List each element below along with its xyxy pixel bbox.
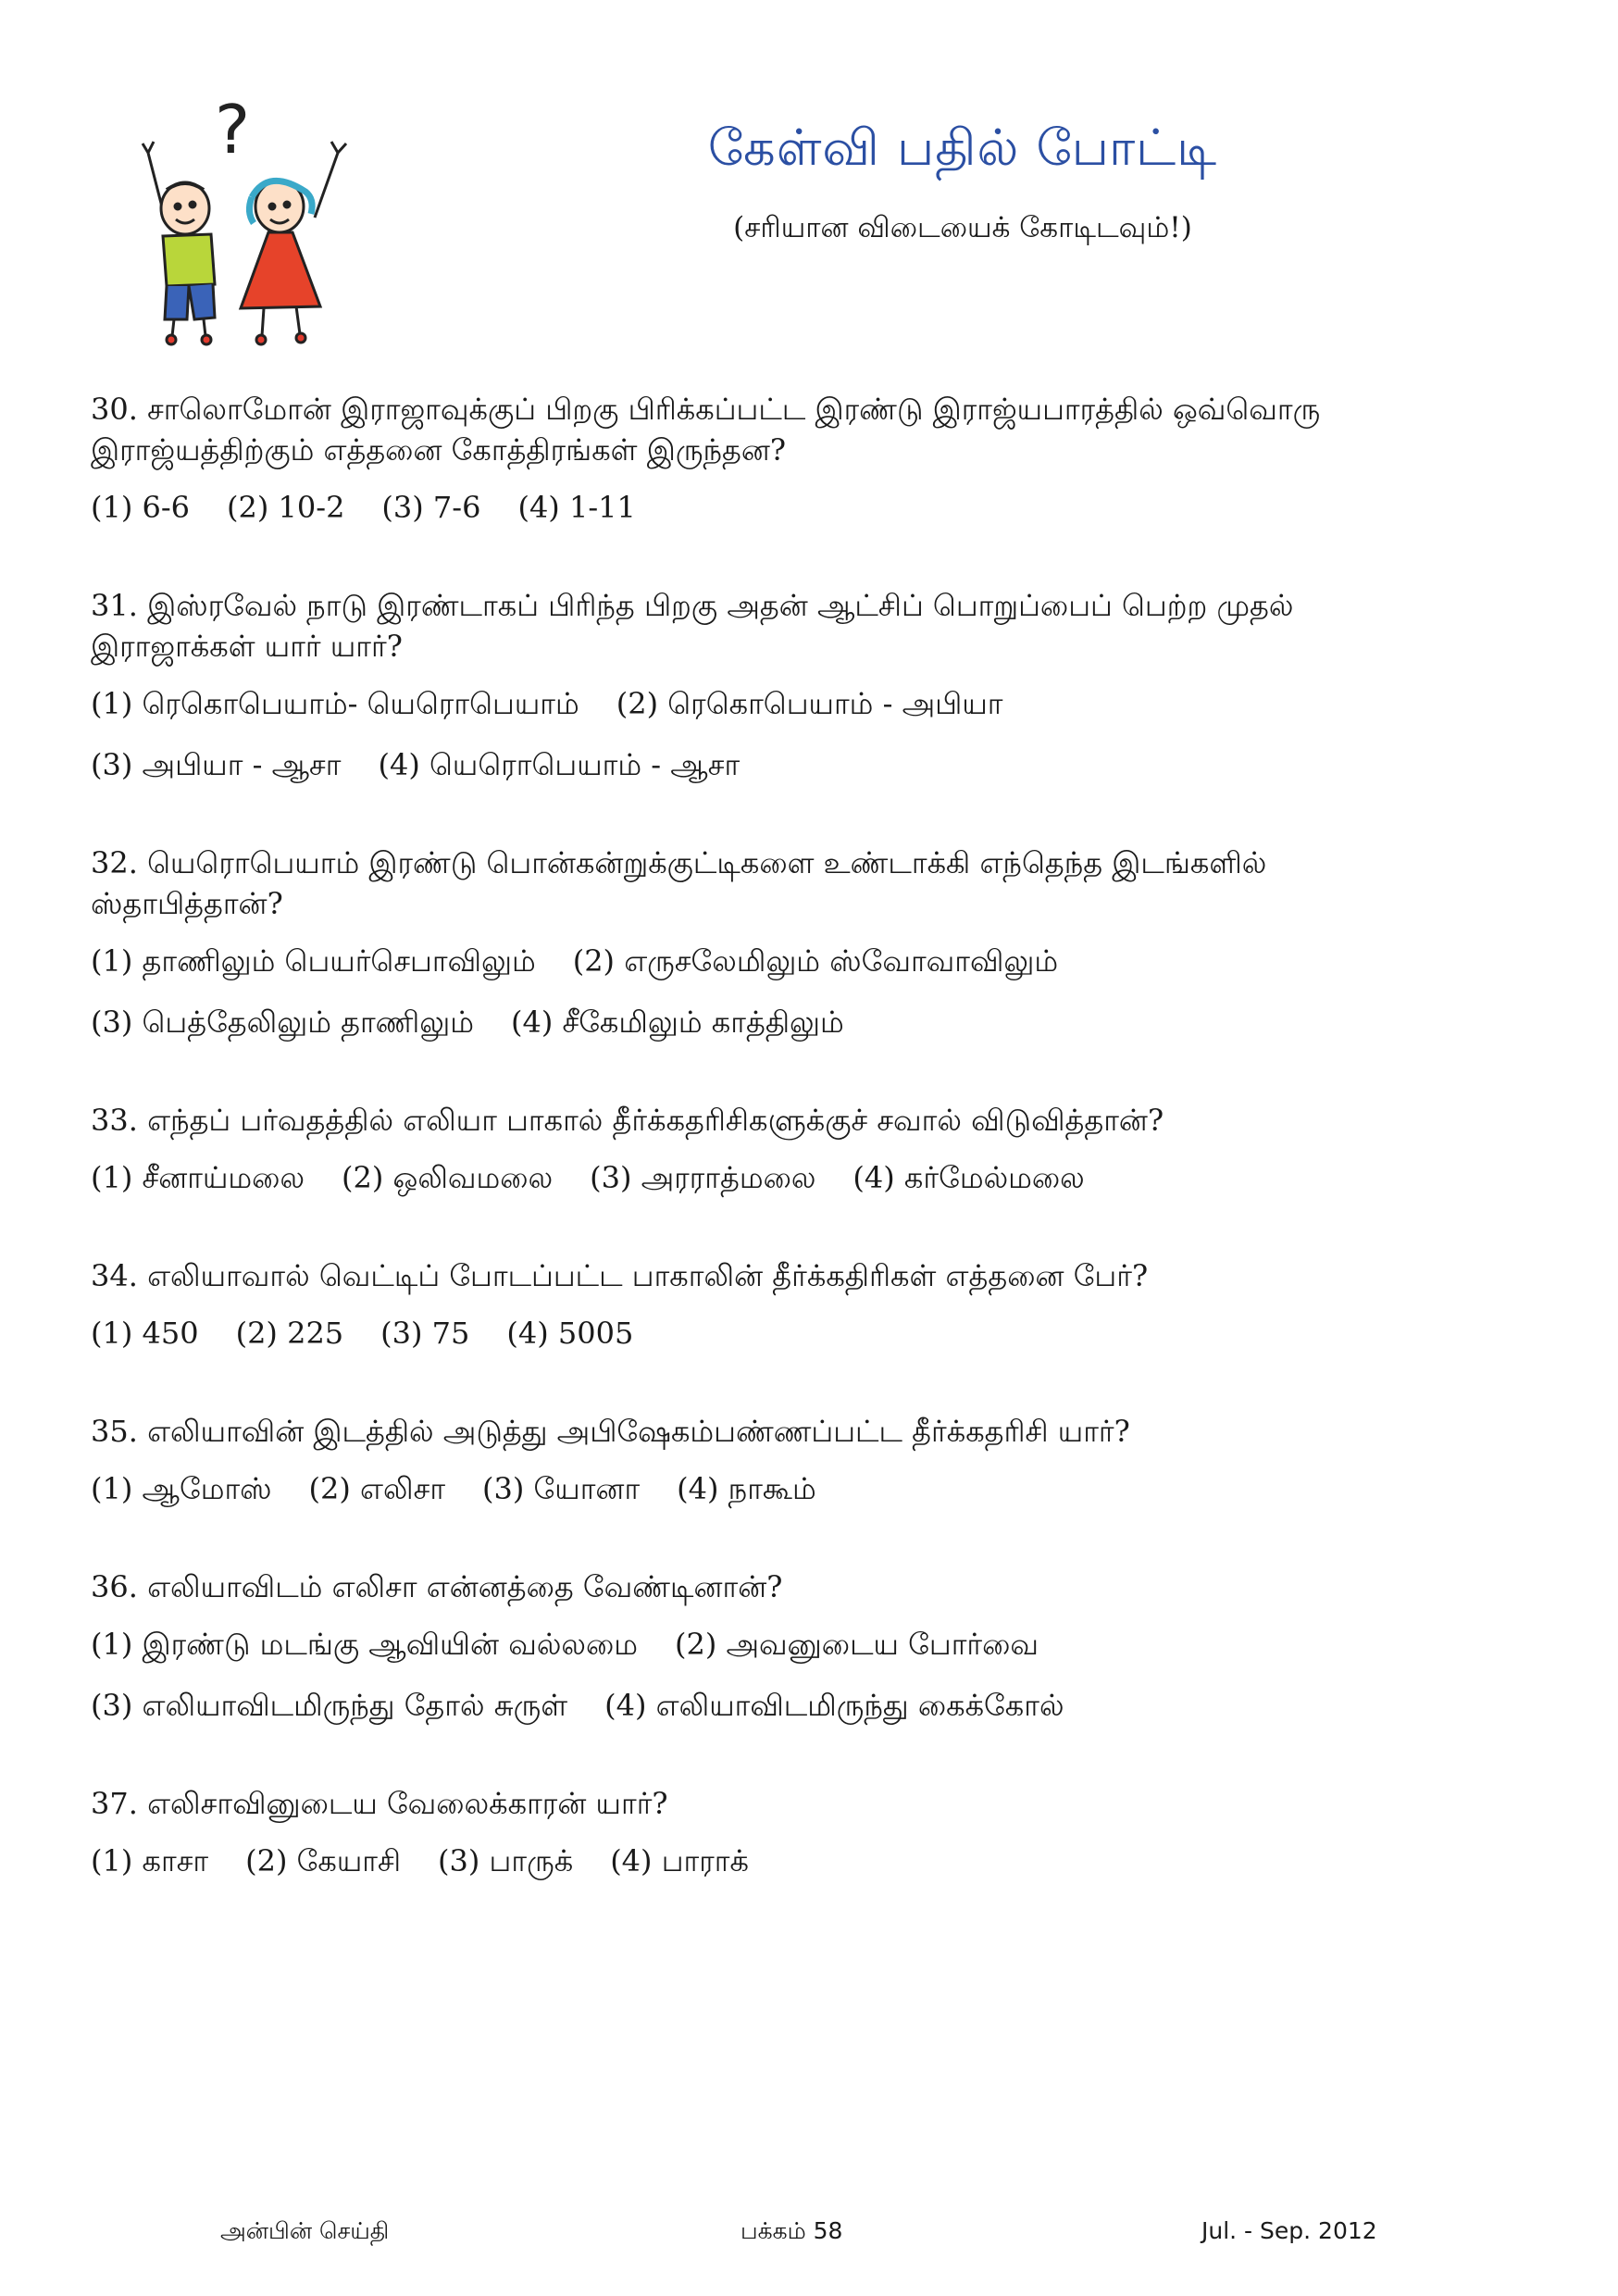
- question-block: [91, 585, 1442, 785]
- question-block: [91, 1411, 1442, 1509]
- question-block: [91, 842, 1442, 1042]
- answer-option[interactable]: (4) சீகேமிலும் காத்திலும்: [510, 1004, 844, 1040]
- options-line: [91, 1002, 1442, 1042]
- footer-issue: Jul. - Sep. 2012: [1201, 2217, 1377, 2244]
- two-kids-question-mark-icon: [130, 88, 361, 356]
- page-subtitle: (சரியான விடையைக் கோடிடவும்!): [733, 211, 1192, 244]
- answer-option[interactable]: (3) பெத்தேலிலும் தாணிலும்: [91, 1004, 474, 1040]
- footer-magazine: அன்பின் செய்தி: [220, 2217, 390, 2244]
- answer-option[interactable]: (4) யெரொபெயாம் - ஆசா: [378, 747, 741, 782]
- options-line: [91, 1468, 1442, 1509]
- answer-option[interactable]: (4) பாராக்: [610, 1843, 749, 1878]
- answer-option[interactable]: (4) கர்மேல்மலை: [853, 1160, 1085, 1195]
- answer-option[interactable]: (3) அபியா - ஆசா: [91, 747, 342, 782]
- question-text: 34. எலியாவால் வெட்டிப் போடப்பட்ட பாகாலின் தீர்க்கதிரிகள் எத்தனை பேர்?: [91, 1258, 1149, 1293]
- question-list: [91, 389, 1442, 1939]
- answer-option[interactable]: (3) அரராத்மலை: [590, 1160, 816, 1195]
- answer-option[interactable]: (3) 75: [380, 1316, 470, 1351]
- question-block: [91, 1566, 1442, 1726]
- options-line: [91, 487, 1442, 528]
- question-text: 36. எலியாவிடம் எலிசா என்னத்தை வேண்டினான்?: [91, 1569, 783, 1604]
- answer-option[interactable]: (3) 7-6: [381, 490, 481, 525]
- answer-option[interactable]: (1) ரெகொபெயாம்- யெரொபெயாம்: [91, 686, 579, 721]
- answer-option[interactable]: (3) எலியாவிடமிருந்து தோல் சுருள்: [91, 1688, 568, 1723]
- options-line: [91, 744, 1442, 785]
- answer-option[interactable]: (4) 5005: [506, 1316, 634, 1351]
- answer-option[interactable]: (1) இரண்டு மடங்கு ஆவியின் வல்லமை: [91, 1627, 638, 1662]
- answer-option[interactable]: (2) எருசலேமிலும் ஸ்வோவாவிலும்: [572, 943, 1059, 979]
- answer-option[interactable]: (3) யோனா: [482, 1471, 641, 1506]
- options-line: [91, 1624, 1442, 1665]
- page-title: கேள்வி பதில் போட்டி: [707, 119, 1218, 177]
- footer-page-number: பக்கம் 58: [741, 2217, 843, 2244]
- answer-option[interactable]: (1) 6-6: [91, 490, 191, 525]
- answer-option[interactable]: (3) பாருக்: [438, 1843, 574, 1878]
- answer-option[interactable]: (4) 1-11: [517, 490, 636, 525]
- question-text: 37. எலிசாவினுடைய வேலைக்காரன் யார்?: [91, 1786, 668, 1821]
- question-block: [91, 389, 1442, 528]
- question-text: 31. இஸ்ரவேல் நாடு இரண்டாகப் பிரிந்த பிறகு அதன் ஆட்சிப் பொறுப்பைப் பெற்ற முதல் இராஜாக்கள் யார் யார்?: [91, 588, 1294, 664]
- options-line: [91, 683, 1442, 724]
- question-text: 33. எந்தப் பர்வதத்தில் எலியா பாகால் தீர்க்கதரிசிகளுக்குச் சவால் விடுவித்தான்?: [91, 1103, 1164, 1138]
- answer-option[interactable]: (1) 450: [91, 1316, 199, 1351]
- answer-option[interactable]: (1) காசா: [91, 1843, 209, 1878]
- answer-option[interactable]: (4) நாகூம்: [677, 1471, 816, 1506]
- answer-option[interactable]: (2) எலிசா: [308, 1471, 446, 1506]
- question-block: [91, 1783, 1442, 1881]
- options-line: [91, 1685, 1442, 1726]
- options-line: [91, 1841, 1442, 1881]
- answer-option[interactable]: (2) 10-2: [227, 490, 345, 525]
- answer-option[interactable]: (4) எலியாவிடமிருந்து கைக்கோல்: [604, 1688, 1064, 1723]
- answer-option[interactable]: (2) அவனுடைய போர்வை: [674, 1627, 1039, 1662]
- answer-option[interactable]: (2) ரெகொபெயாம் - அபியா: [616, 686, 1003, 721]
- options-line: [91, 1313, 1442, 1354]
- options-line: [91, 1157, 1442, 1198]
- options-line: [91, 941, 1442, 981]
- page-header: [0, 0, 1618, 370]
- question-text: 32. யெரொபெயாம் இரண்டு பொன்கன்றுக்குட்டிகளை உண்டாக்கி எந்தெந்த இடங்களில் ஸ்தாபித்தான்?: [91, 845, 1267, 921]
- answer-option[interactable]: (1) தாணிலும் பெயர்செபாவிலும்: [91, 943, 536, 979]
- answer-option[interactable]: (2) ஒலிவமலை: [342, 1160, 554, 1195]
- page-footer: [0, 2217, 1618, 2254]
- question-text: 30. சாலொமோன் இராஜாவுக்குப் பிறகு பிரிக்கப்பட்ட இரண்டு இராஜ்யபாரத்தில் ஒவ்வொரு இராஜ்யத்திற்கும் எத்தனை கோத்திரங்கள் இருந்தன?: [91, 392, 1321, 468]
- answer-option[interactable]: (1) சீனாய்மலை: [91, 1160, 305, 1195]
- answer-option[interactable]: (1) ஆமோஸ்: [91, 1471, 272, 1506]
- question-text: 35. எலியாவின் இடத்தில் அடுத்து அபிஷேகம்பண்ணப்பட்ட தீர்க்கதரிசி யார்?: [91, 1414, 1130, 1449]
- question-block: [91, 1100, 1442, 1198]
- answer-option[interactable]: (2) கேயாசி: [245, 1843, 402, 1878]
- question-block: [91, 1255, 1442, 1354]
- answer-option[interactable]: (2) 225: [235, 1316, 344, 1351]
- svg-text:?: ?: [215, 91, 251, 168]
